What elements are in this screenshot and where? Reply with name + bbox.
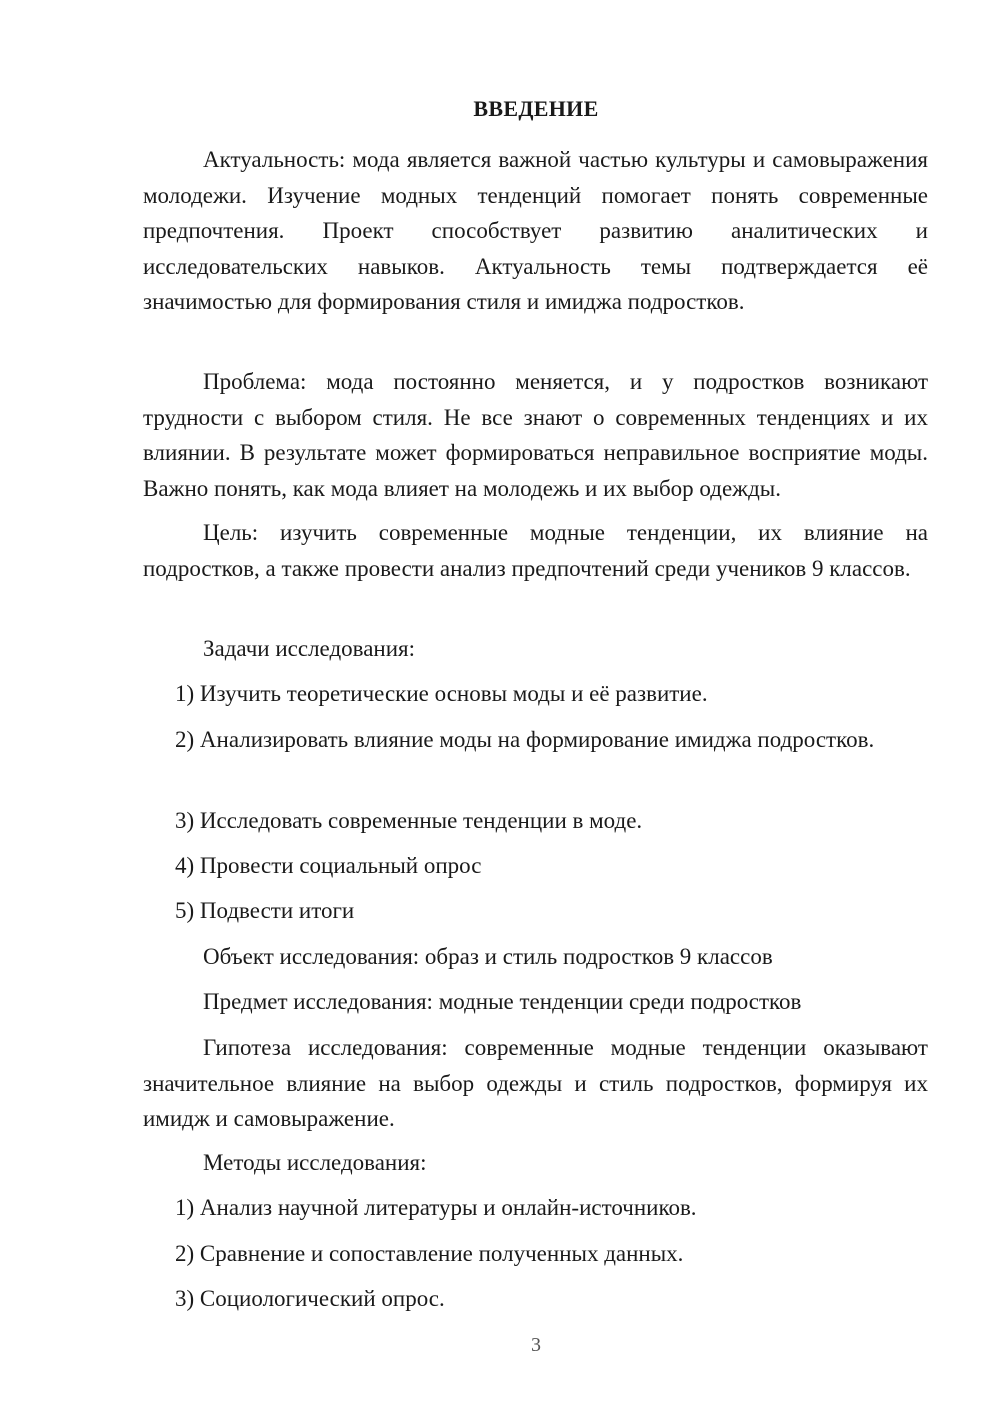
page-number: 3 [531, 1334, 541, 1356]
method-item-1: 1) Анализ научной литературы и онлайн-источников. [175, 1195, 697, 1220]
page-title: ВВЕДЕНИЕ [473, 96, 599, 121]
task-item-1: 1) Изучить теоретические основы моды и её развитие. [175, 681, 708, 706]
task-item-5: 5) Подвести итоги [175, 898, 355, 923]
goal-paragraph: Цель: изучить современные модные тенденции, их влияние на подростков, а также провести анализ предпочтений среди учеников 9 классов. [143, 520, 928, 581]
task-item-2: 2) Анализировать влияние моды на формирование имиджа подростков. [175, 727, 875, 752]
tasks-heading: Задачи исследования: [203, 636, 416, 661]
research-subject: Предмет исследования: модные тенденции среди подростков [203, 989, 802, 1014]
method-item-2: 2) Сравнение и сопоставление полученных данных. [175, 1241, 684, 1266]
relevance-paragraph: Актуальность: мода является важной частью культуры и самовыражения молодежи. Изучение модных тенденций помогает понять современные предпочтения. Проект способствует развитию аналитических и исследовательских навыков. Актуальность темы подтверждается её значимостью для формирования стиля и имиджа подростков. [143, 147, 928, 314]
task-item-4: 4) Провести социальный опрос [175, 853, 482, 878]
methods-heading: Методы исследования: [203, 1150, 427, 1175]
task-item-3: 3) Исследовать современные тенденции в моде. [175, 808, 643, 833]
hypothesis-paragraph: Гипотеза исследования: современные модные тенденции оказывают значительное влияние на выбор одежды и стиль подростков, формируя их имидж и самовыражение. [143, 1035, 928, 1131]
research-object: Объект исследования: образ и стиль подростков 9 классов [203, 944, 773, 969]
method-item-3: 3) Социологический опрос. [175, 1286, 445, 1311]
problem-paragraph: Проблема: мода постоянно меняется, и у подростков возникают трудности с выбором стиля. Не все знают о современных тенденциях и их влиянии. В результате может формироваться неправильное восприятие моды. Важно понять, как мода влияет на молодежь и их выбор одежды. [143, 369, 928, 501]
